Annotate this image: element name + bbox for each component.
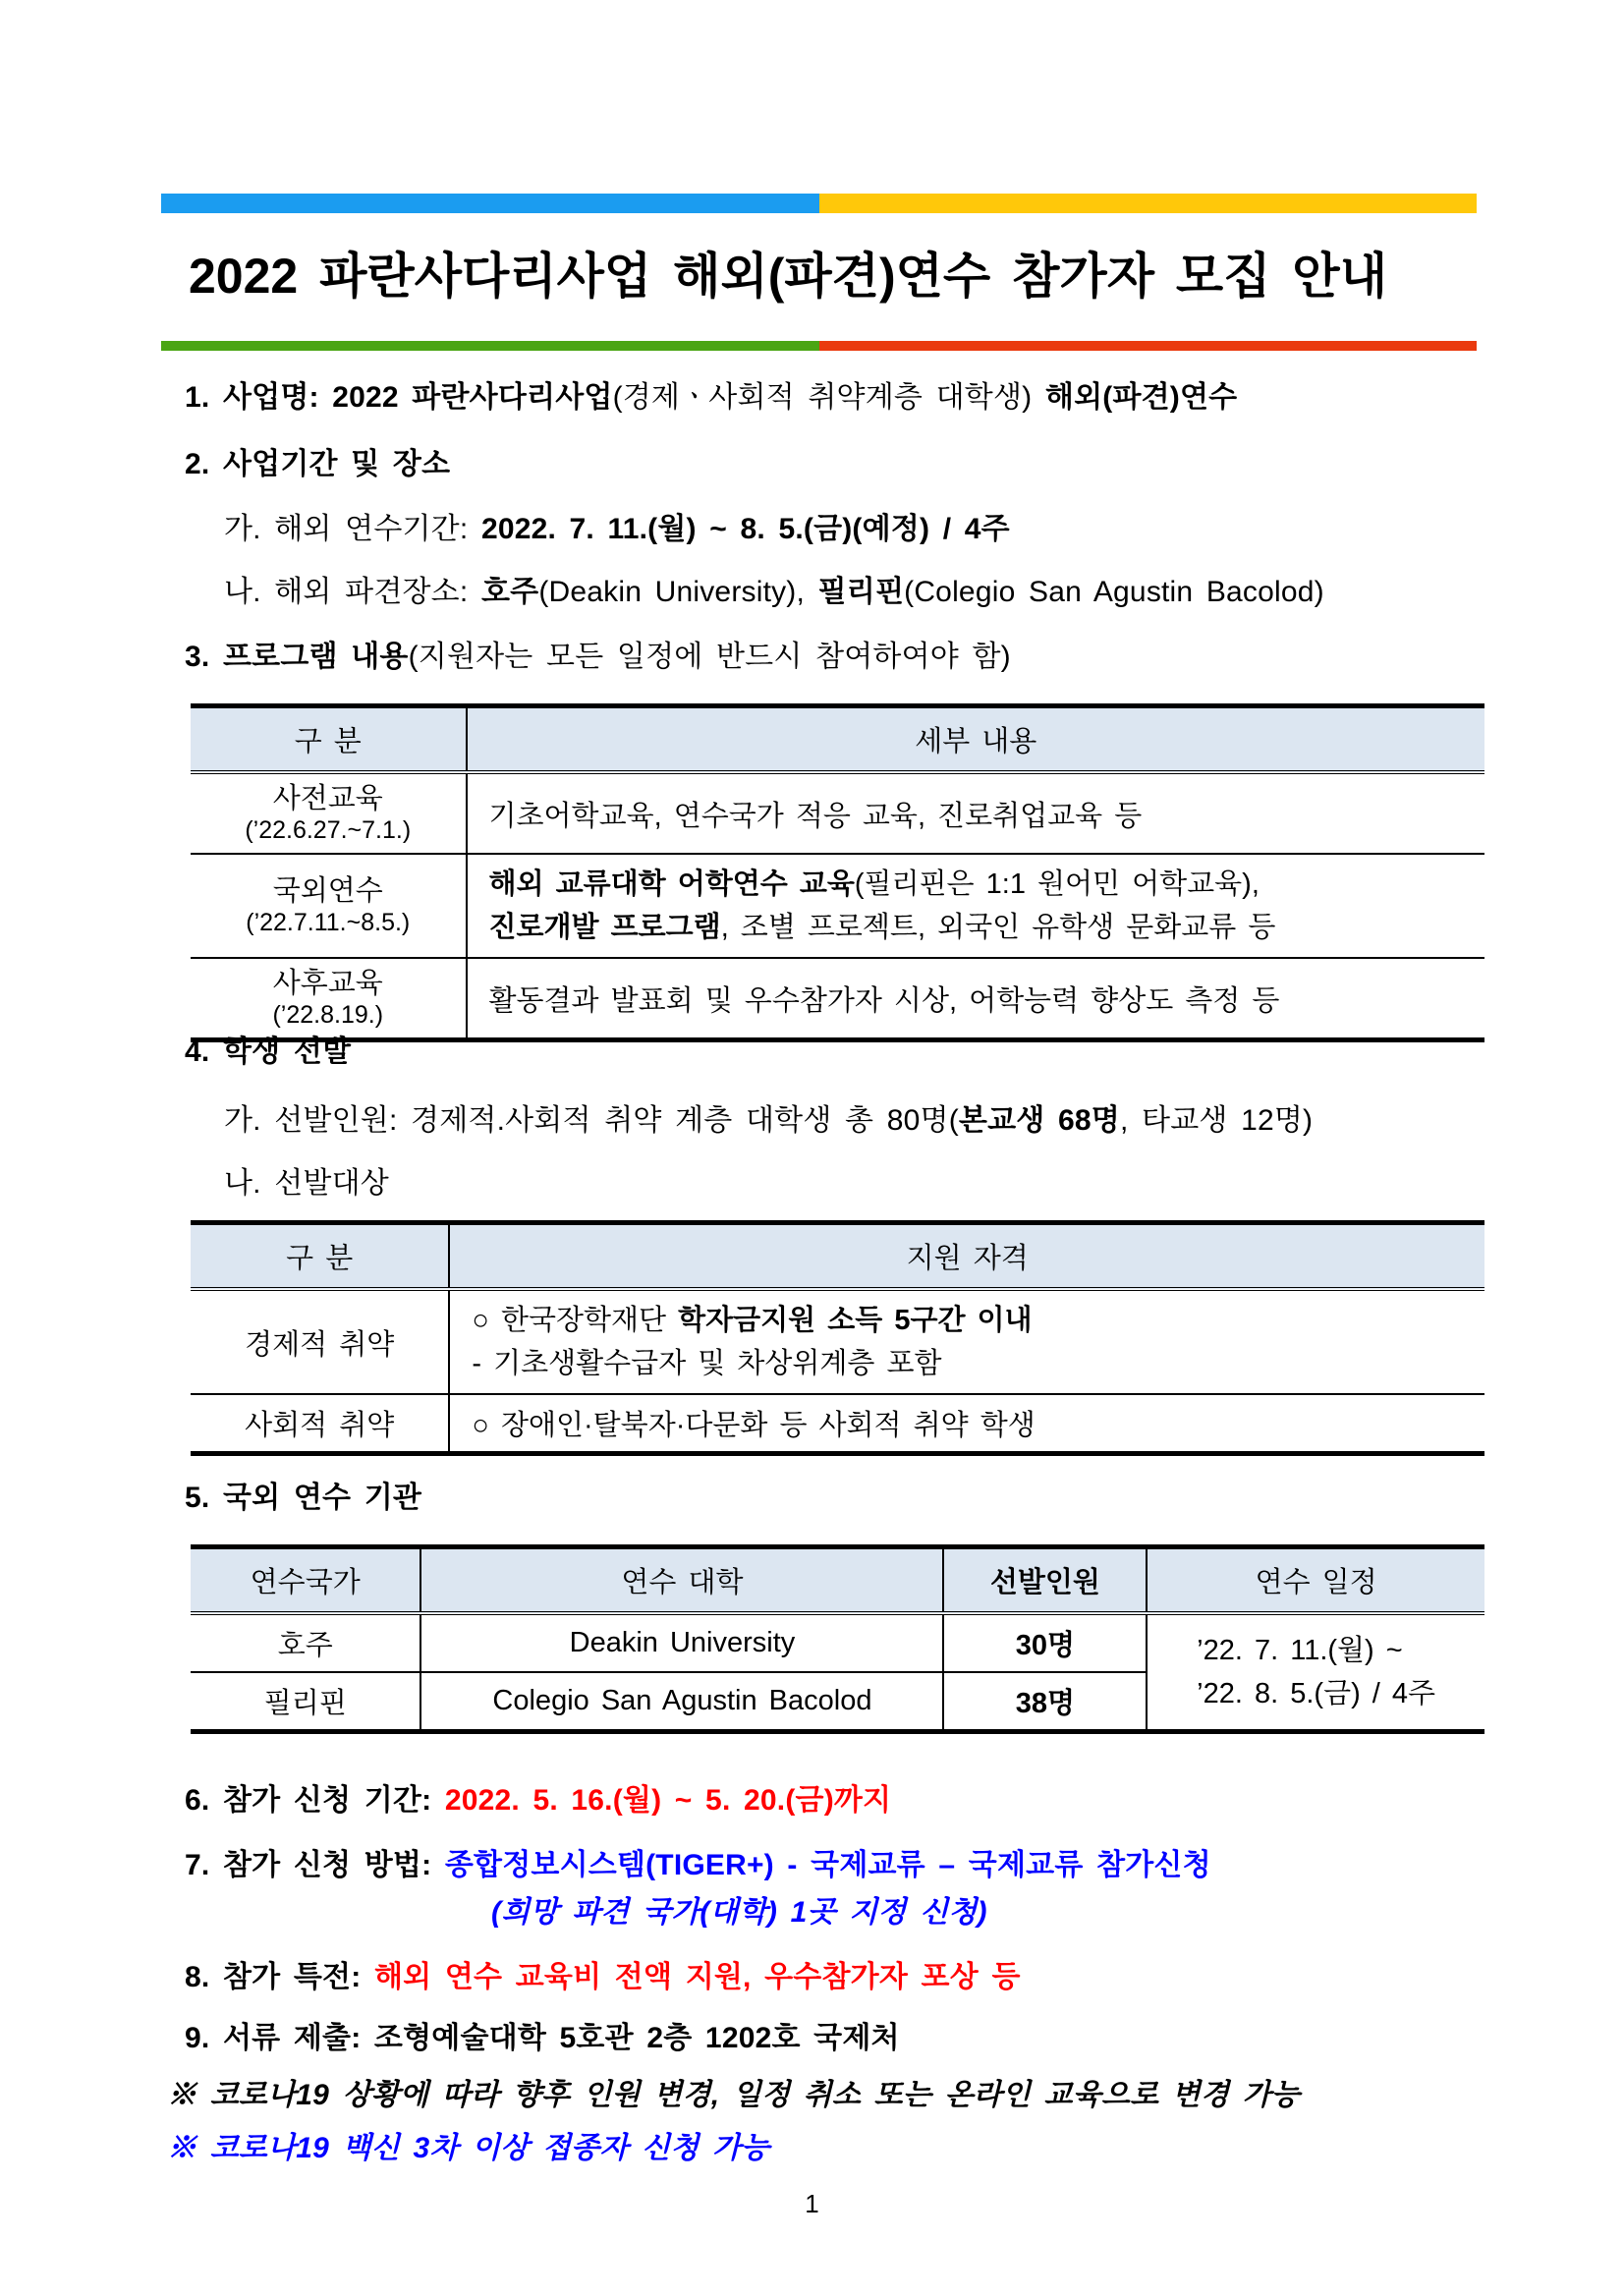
section-2-item-a xyxy=(224,509,1010,550)
schedule-cell xyxy=(1147,1613,1484,1732)
title-top-bar xyxy=(161,194,1477,213)
section-3-note: (지원자는 모든 일정에 반드시 참여하여야 함) xyxy=(408,641,1011,673)
item-b-univ-2: (Colegio San Agustin Bacolod) xyxy=(904,576,1324,608)
program-row-pre-content: 기초어학교육, 연수국가 적응 교육, 진로취업교육 등 xyxy=(467,772,1484,854)
section-2-heading: 2. 사업기간 및 장소 xyxy=(185,448,451,480)
section-3-heading xyxy=(185,637,1011,678)
qual-line1-reg: ○ 한국장학재단 xyxy=(472,1305,679,1336)
item-b-label: 나. 해외 파견장소: xyxy=(224,576,481,608)
row-period: (’22.7.11.~8.5.) xyxy=(246,909,411,936)
qual-line2: - 기초생활수급자 및 차상위계층 포함 xyxy=(472,1348,942,1379)
section-2-item-b xyxy=(224,572,1324,613)
row-country: 호주 xyxy=(191,1613,420,1672)
application-period-value: 2022. 5. 16.(월) ~ 5. 20.(금)까지 xyxy=(444,1784,892,1817)
section-4-item-b: 나. 선발대상 xyxy=(224,1167,389,1200)
institution-col-count: 선발인원 xyxy=(943,1547,1147,1614)
covid-note-2: ※ 코로나19 백신 3차 이상 접종자 신청 가능 xyxy=(167,2132,770,2164)
item-a-value: 2022. 7. 11.(월) ~ 8. 5.(금)(예정) / 4주 xyxy=(480,513,1010,545)
eligibility-table-header-row xyxy=(191,1223,1484,1290)
row-period: (’22.6.27.~7.1.) xyxy=(245,816,412,844)
row-count xyxy=(943,1613,1147,1672)
section-4-item-a xyxy=(224,1100,1313,1142)
row-university: Colegio San Agustin Bacolod xyxy=(420,1672,943,1732)
benefit-value: 해외 연수 교육비 전액 지원, 우수참가자 포상 등 xyxy=(373,1961,1021,1993)
program-col-category: 구 분 xyxy=(191,706,467,773)
section-8-heading xyxy=(185,1957,1021,1998)
eligibility-col-category: 구 분 xyxy=(191,1223,449,1290)
institution-table xyxy=(191,1544,1484,1734)
row-label: 사전교육 xyxy=(272,783,383,814)
application-period-label: 6. 참가 신청 기간: xyxy=(185,1784,445,1817)
institution-table-header-row xyxy=(191,1547,1484,1614)
application-method-value: 종합정보시스템(TIGER+) - 국제교류 – 국제교류 참가신청 xyxy=(444,1849,1211,1881)
application-method-label: 7. 참가 신청 방법: xyxy=(185,1849,445,1881)
content-reg-1: (필리핀은 1:1 원어민 어학교육), xyxy=(854,868,1260,900)
row-university: Deakin University xyxy=(420,1613,943,1672)
content-bold-2: 진로개발 프로그램 xyxy=(488,912,721,943)
program-row-post-content: 활동결과 발표회 및 우수참가자 시상, 어학능력 향상도 측정 등 xyxy=(467,958,1484,1040)
row-count xyxy=(943,1672,1147,1732)
section-9-heading: 9. 서류 제출: 조형예술대학 5호관 2층 1202호 국제처 xyxy=(185,2022,900,2054)
qual-line1-bold: 학자금지원 소득 5구간 이내 xyxy=(678,1305,1033,1336)
institution-col-schedule: 연수 일정 xyxy=(1147,1547,1484,1614)
page-number: 1 xyxy=(805,2189,819,2218)
top-bar-blue-segment xyxy=(161,194,819,213)
top-bar-yellow-segment xyxy=(819,194,1478,213)
item-a-label: 가. 해외 연수기간: xyxy=(224,513,481,545)
row-period: (’22.8.19.) xyxy=(272,1001,384,1029)
schedule-text xyxy=(1197,1629,1435,1715)
title-banner xyxy=(161,194,1477,351)
program-table xyxy=(191,703,1484,1042)
institution-col-university: 연수 대학 xyxy=(420,1547,943,1614)
row-label: 국외연수 xyxy=(272,875,383,907)
count-value: 38명 xyxy=(1015,1688,1075,1719)
eligibility-social-label: 사회적 취약 xyxy=(191,1394,449,1454)
count-value: 30명 xyxy=(1015,1630,1075,1661)
section-5-heading: 5. 국외 연수 기관 xyxy=(185,1482,422,1514)
schedule-line-1: ’22. 7. 11.(월) ~ xyxy=(1197,1635,1403,1666)
content-bold-1: 해외 교류대학 어학연수 교육 xyxy=(488,868,855,900)
section-6-heading xyxy=(185,1780,891,1821)
table-row xyxy=(191,1394,1484,1454)
schedule-line-2: ’22. 8. 5.(금) / 4주 xyxy=(1197,1678,1436,1709)
selection-count-bold: 본교생 68명 xyxy=(958,1104,1120,1137)
page-title: 2022 파란사다리사업 해외(파견)연수 참가자 모집 안내 xyxy=(189,249,1387,304)
section-3-bold: 3. 프로그램 내용 xyxy=(185,641,409,673)
item-b-country-2: 필리핀 xyxy=(817,576,905,608)
bottom-bar-green-segment xyxy=(161,341,819,351)
application-method-note: (희망 파견 국가(대학) 1곳 지정 신청) xyxy=(491,1896,987,1929)
program-row-pre-label xyxy=(191,772,467,854)
item-b-univ-1: (Deakin University), xyxy=(538,576,818,608)
bottom-bar-red-segment xyxy=(819,341,1478,351)
program-row-abroad-label xyxy=(191,854,467,958)
program-row-abroad-content xyxy=(467,854,1484,958)
title-bottom-bar xyxy=(161,341,1477,351)
section-7-heading xyxy=(185,1845,1211,1886)
table-row xyxy=(191,958,1484,1040)
section-1-bold-lead: 1. 사업명: 2022 파란사다리사업 xyxy=(185,381,613,414)
table-row xyxy=(191,772,1484,854)
selection-count-tail: , 타교생 12명) xyxy=(1119,1104,1314,1137)
program-col-detail: 세부 내용 xyxy=(467,706,1484,773)
eligibility-economic-label: 경제적 취약 xyxy=(191,1289,449,1394)
row-label: 사후교육 xyxy=(272,968,383,999)
eligibility-economic-content xyxy=(449,1289,1484,1394)
benefit-label: 8. 참가 특전: xyxy=(185,1961,374,1993)
program-row-post-label xyxy=(191,958,467,1040)
covid-note-1: ※ 코로나19 상황에 따라 향후 인원 변경, 일정 취소 또는 온라인 교육으로 변경 가능 xyxy=(167,2079,1301,2111)
section-7-subnote xyxy=(491,1892,987,1933)
content-reg-2: , 조별 프로젝트, 외국인 유학생 문화교류 등 xyxy=(720,912,1276,943)
item-b-country-1: 호주 xyxy=(480,576,539,608)
section-1-heading xyxy=(185,377,1237,419)
institution-col-country: 연수국가 xyxy=(191,1547,420,1614)
eligibility-table xyxy=(191,1220,1484,1456)
section-1-bold-tail: 해외(파견)연수 xyxy=(1044,381,1238,414)
table-row xyxy=(191,854,1484,958)
program-table-header-row xyxy=(191,706,1484,773)
section-4-heading: 4. 학생 선발 xyxy=(185,1036,352,1068)
selection-count-lead: 가. 선발인원: 경제적.사회적 취약 계층 대학생 총 80명( xyxy=(224,1104,959,1137)
row-country: 필리핀 xyxy=(191,1672,420,1732)
eligibility-col-qualification: 지원 자격 xyxy=(449,1223,1484,1290)
table-row xyxy=(191,1613,1484,1672)
eligibility-social-content: ○ 장애인·탈북자·다문화 등 사회적 취약 학생 xyxy=(449,1394,1484,1454)
section-1-regular: (경제ㆍ사회적 취약계층 대학생) xyxy=(612,381,1045,414)
table-row xyxy=(191,1289,1484,1394)
